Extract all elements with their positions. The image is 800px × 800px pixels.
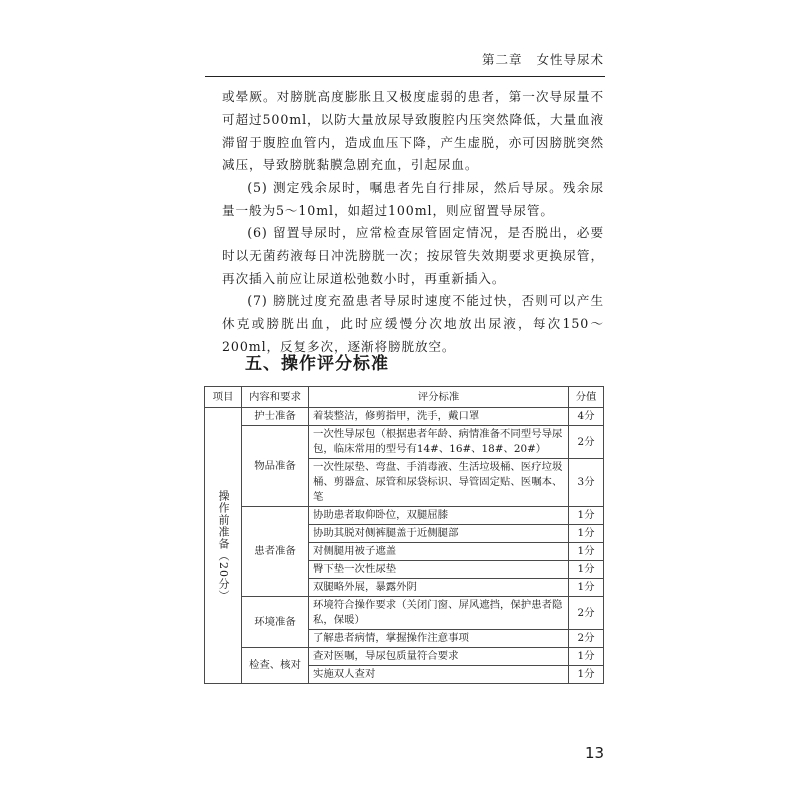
group-patient: 患者准备: [242, 507, 309, 597]
group-nurse: 护士准备: [242, 408, 309, 426]
score-cell: 1分: [569, 648, 604, 666]
header-project: 项目: [205, 387, 242, 408]
score-cell: 1分: [569, 507, 604, 525]
header-content: 内容和要求: [242, 387, 309, 408]
project-cell: [205, 408, 242, 684]
score-cell: 2分: [569, 597, 604, 630]
project-label: 操作前准备（20分）: [217, 489, 230, 602]
table-row: [205, 597, 604, 630]
criterion-cell: 协助其脱对侧裤腿盖于近侧腿部: [309, 525, 569, 543]
header-score: 分值: [569, 387, 604, 408]
table-row: [205, 408, 604, 426]
running-header: [482, 50, 604, 68]
criterion-cell: 双腿略外展，暴露外阴: [309, 579, 569, 597]
section-title: 五、操作评分标准: [245, 354, 389, 374]
score-cell: 1分: [569, 561, 604, 579]
header-criteria: 评分标准: [309, 387, 569, 408]
criterion-cell: 实施双人查对: [309, 666, 569, 684]
chapter-title: 女性导尿术: [536, 52, 604, 67]
score-cell: 2分: [569, 426, 604, 459]
criterion-cell: 环境符合操作要求（关闭门窗、屏风遮挡，保护患者隐私，保暖）: [309, 597, 569, 630]
chapter-label: 第二章: [481, 52, 523, 67]
criterion-cell: 臀下垫一次性尿垫: [309, 561, 569, 579]
score-cell: 1分: [569, 543, 604, 561]
table-row: [205, 648, 604, 666]
group-items: 物品准备: [242, 426, 309, 507]
criterion-cell: 了解患者病情，掌握操作注意事项: [309, 630, 569, 648]
criterion-cell: 协助患者取仰卧位，双腿屈膝: [309, 507, 569, 525]
body-paragraph: 或晕厥。对膀胱高度膨胀且又极度虚弱的患者，第一次导尿量不可超过500ml，以防大量放尿导致腹腔内压突然降低，大量血液滞留于腹腔血管内，造成血压下降，产生虚脱，亦可因膀胱突然减压，导致膀胱黏膜急剧充血，引起尿血。: [222, 89, 604, 173]
score-cell: 4分: [569, 408, 604, 426]
criterion-cell: 一次性导尿包（根据患者年龄、病情准备不同型号导尿包，临床常用的型号有14#、16#、18#、20#）: [309, 426, 569, 459]
group-check: 检查、核对: [242, 648, 309, 684]
score-cell: 1分: [569, 666, 604, 684]
score-cell: 1分: [569, 525, 604, 543]
body-paragraph: (7) 膀胱过度充盈患者导尿时速度不能过快，否则可以产生休克或膀胱出血，此时应缓慢分次地放出尿液，每次150～200ml，反复多次，逐渐将膀胱放空。: [222, 293, 604, 354]
body-paragraph: (6) 留置导尿时，应常检查尿管固定情况，是否脱出，必要时以无菌药液每日冲洗膀胱一次；按尿管失效期要求更换尿管，再次插入前应让尿道松弛数小时，再重新插入。: [222, 225, 604, 286]
table-row: [205, 507, 604, 525]
criterion-cell: 着装整洁，修剪指甲，洗手，戴口罩: [309, 408, 569, 426]
body-paragraph: (5) 测定残余尿时，嘱患者先自行排尿，然后导尿。残余尿量一般为5～10ml，如超过100ml，则应留置导尿管。: [222, 180, 604, 218]
table-row: [205, 426, 604, 459]
page-number: 13: [585, 744, 605, 762]
score-cell: 1分: [569, 579, 604, 597]
table-header-row: [205, 387, 604, 408]
scoring-table: [204, 386, 604, 684]
score-cell: 2分: [569, 630, 604, 648]
header-rule: [205, 76, 605, 77]
criterion-cell: 查对医嘱，导尿包质量符合要求: [309, 648, 569, 666]
criterion-cell: 一次性尿垫、弯盘、手消毒液、生活垃圾桶、医疗垃圾桶、剪器盒、尿管和尿袋标识、导管固定贴、医嘱本、笔: [309, 459, 569, 507]
score-cell: 3分: [569, 459, 604, 507]
criterion-cell: 对侧腿用被子遮盖: [309, 543, 569, 561]
group-environment: 环境准备: [242, 597, 309, 648]
